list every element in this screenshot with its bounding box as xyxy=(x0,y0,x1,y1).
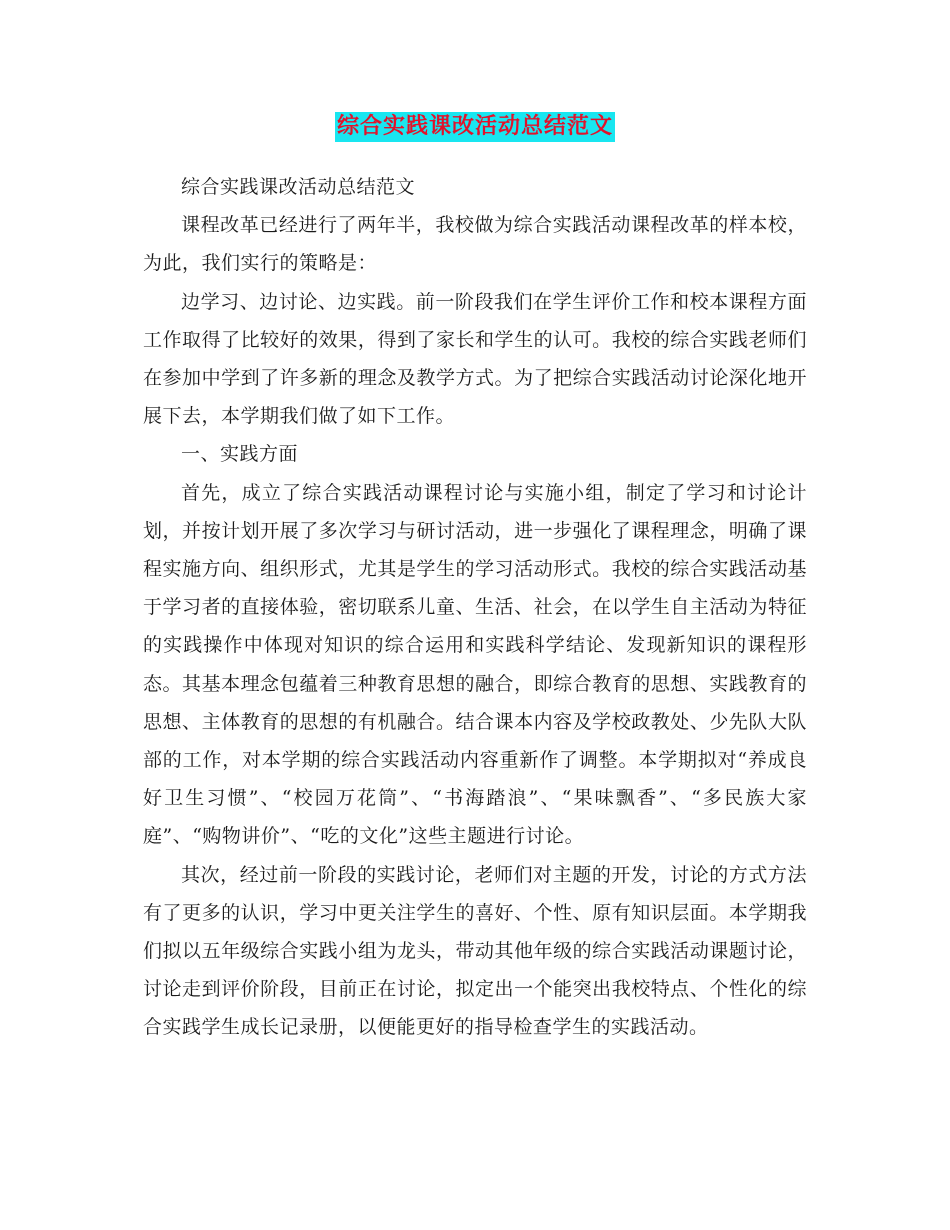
paragraph-strategy: 边学习、边讨论、边实践。前一阶段我们在学生评价工作和校本课程方面工作取得了比较好的效果，得到了家长和学生的认可。我校的综合实践老师们在参加中学到了许多新的理念及教学方式。为了把综合实践活动讨论深化地开展下去，本学期我们做了如下工作。 xyxy=(143,290,807,428)
paragraph-second: 其次，经过前一阶段的实践讨论，老师们对主题的开发，讨论的方式方法有了更多的认识，学习中更关注学生的喜好、个性、原有知识层面。本学期我们拟以五年级综合实践小组为龙头，带动其他年级的综合实践活动课题讨论，讨论走到评价阶段，目前正在讨论，拟定出一个能突出我校特点、个性化的综合实践学生成长记录册，以便能更好的指导检查学生的实践活动。 xyxy=(143,863,807,1039)
paragraph-first: 首先，成立了综合实践活动课程讨论与实施小组，制定了学习和讨论计划，并按计划开展了多次学习与研讨活动，进一步强化了课程理念，明确了课程实施方向、组织形式，尤其是学生的学习活动形式。我校的综合实践活动基于学习者的直接体验，密切联系儿童、生活、社会，在以学生自主活动为特征的实践操作中体现对知识的综合运用和实践科学结论、发现新知识的课程形态。其基本理念包蕴着三种教育思想的融合，即综合教育的思想、实践教育的思想、主体教育的思想的有机融合。结合课本内容及学校政教处、少先队大队部的工作，对本学期的综合实践活动内容重新作了调整。本学期拟对“养成良好卫生习惯”、“校园万花筒”、“书海踏浪”、“果味飘香”、“多民族大家庭”、“购物讲价”、“吃的文化”这些主题进行讨论。 xyxy=(143,481,807,848)
title-row xyxy=(0,112,950,142)
document-title: 综合实践课改活动总结范文 xyxy=(335,112,615,142)
paragraph-intro: 课程改革已经进行了两年半，我校做为综合实践活动课程改革的样本校，为此，我们实行的策略是： xyxy=(143,214,807,275)
document-body xyxy=(143,168,807,1047)
paragraph-heading: 综合实践课改活动总结范文 xyxy=(181,176,416,198)
section-heading-practice: 一、实践方面 xyxy=(181,443,299,466)
